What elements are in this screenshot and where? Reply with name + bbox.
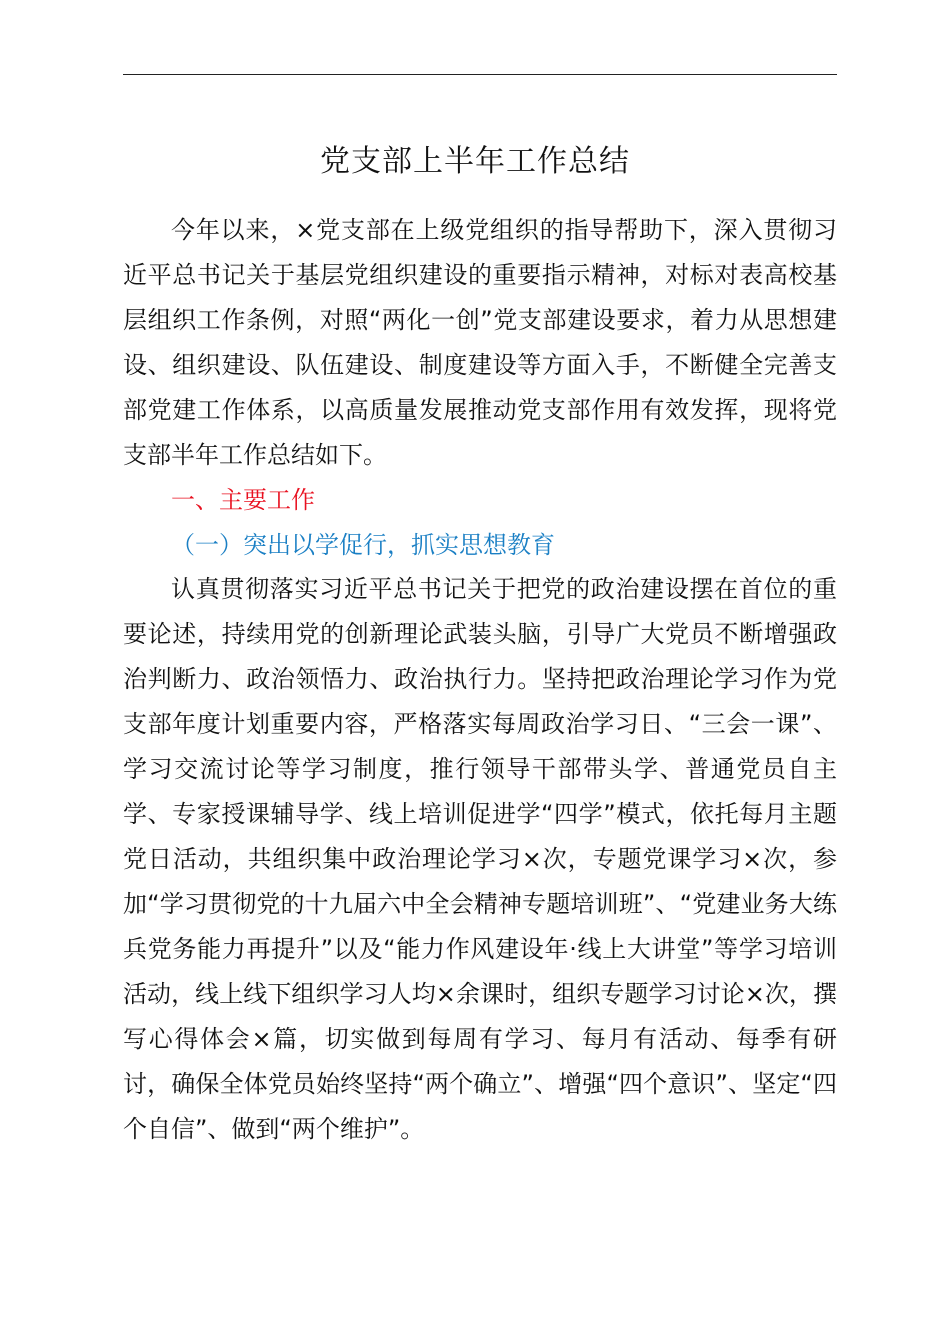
section-heading-main-work: 一、主要工作 <box>171 486 315 514</box>
header-rule <box>123 74 837 75</box>
intro-paragraph: 今年以来，×党支部在上级党组织的指导帮助下，深入贯彻习近平总书记关于基层党组织建设的重要指示精神，对标对表高校基层组织工作条例，对照“两化一创”党支部建设要求，着力从思想建设、组织建设、队伍建设、制度建设等方面入手，不断健全完善支部党建工作体系，以高质量发展推动党支部作用有效发挥，现将党支部半年工作总结如下。 <box>123 216 837 469</box>
subsection-heading-ideological-education: （一）突出以学促行，抓实思想教育 <box>171 531 555 559</box>
document-title: 党支部上半年工作总结 <box>320 144 630 179</box>
ideological-education-paragraph: 认真贯彻落实习近平总书记关于把党的政治建设摆在首位的重要论述，持续用党的创新理论武装头脑，引导广大党员不断增强政治判断力、政治领悟力、政治执行力。坚持把政治理论学习作为党支部年度计划重要内容，严格落实每周政治学习日、“三会一课”、学习交流讨论等学习制度，推行领导干部带头学、普通党员自主学、专家授课辅导学、线上培训促进学“四学”模式，依托每月主题党日活动，共组织集中政治理论学习×次，专题党课学习×次，参加“学习贯彻党的十九届六中全会精神专题培训班”、“党建业务大练兵党务能力再提升”以及“能力作风建设年·线上大讲堂”等学习培训活动，线上线下组织学习人均×余课时，组织专题学习讨论×次，撰写心得体会×篇，切实做到每周有学习、每月有活动、每季有研讨，确保全体党员始终坚持“两个确立”、增强“四个意识”、坚定“四个自信”、做到“两个维护”。 <box>123 575 837 1143</box>
